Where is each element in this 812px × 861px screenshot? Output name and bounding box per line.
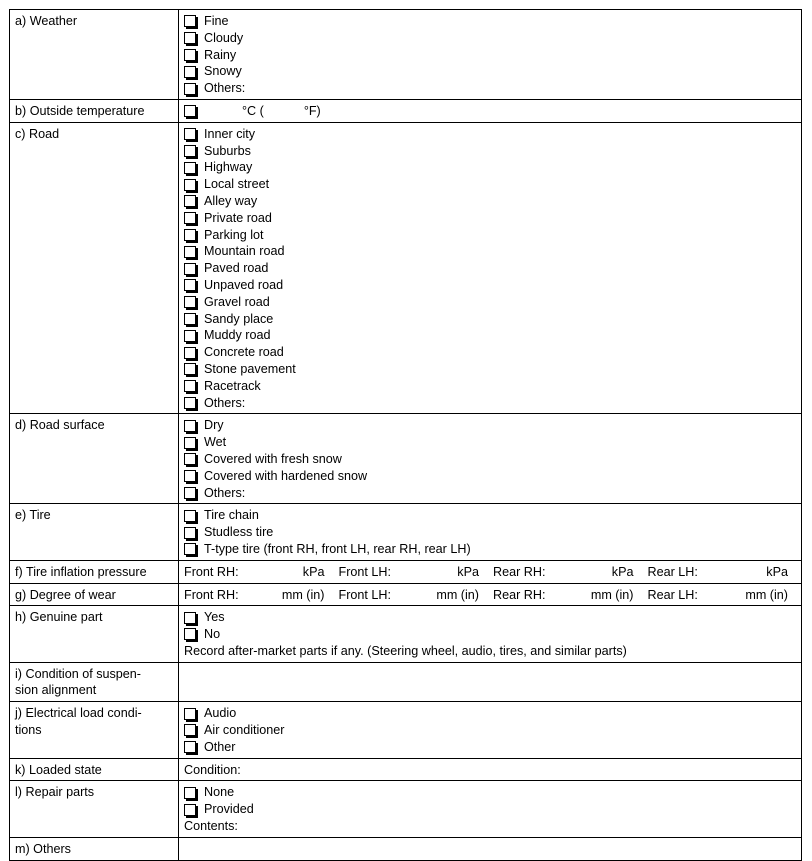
road-surface-label: d) Road surface: [10, 414, 179, 504]
option-label: Yes: [204, 610, 225, 625]
alignment-label: [10, 662, 179, 702]
unit-label: mm (in): [281, 587, 325, 602]
option-inner-city[interactable]: [184, 126, 796, 143]
checkbox-icon[interactable]: [184, 128, 196, 140]
row-inflation: [10, 560, 802, 583]
checkbox-icon[interactable]: [184, 543, 196, 555]
option-label: None: [204, 785, 235, 800]
option-label: Sandy place: [204, 311, 274, 326]
loaded-condition-field[interactable]: Condition:: [179, 758, 802, 781]
checkbox-icon[interactable]: [184, 787, 196, 799]
loaded-state-label: k) Loaded state: [10, 758, 179, 781]
row-loaded-state: [10, 758, 802, 781]
temperature-label: b) Outside temperature: [10, 99, 179, 122]
row-temperature: [10, 99, 802, 122]
inflation-label: f) Tire inflation pressure: [10, 560, 179, 583]
checkbox-icon[interactable]: [184, 741, 196, 753]
option-provided[interactable]: [184, 801, 796, 818]
position-label: Rear RH:: [493, 587, 546, 602]
others-field[interactable]: [179, 837, 802, 860]
unit-label: mm (in): [745, 587, 788, 602]
checkbox-icon[interactable]: [184, 66, 196, 78]
option-road-others[interactable]: [184, 395, 796, 412]
option-label: Provided: [204, 802, 254, 817]
option-studless-tire[interactable]: [184, 524, 796, 541]
repair-parts-label: l) Repair parts: [10, 781, 179, 837]
wear-rear-lh[interactable]: [648, 587, 797, 604]
checkbox-icon[interactable]: [184, 179, 196, 191]
checkbox-icon[interactable]: [184, 708, 196, 720]
row-wear: [10, 583, 802, 606]
celsius-unit: °C (: [242, 103, 264, 118]
option-hardened-snow[interactable]: [184, 468, 796, 485]
option-label: Snowy: [204, 64, 242, 79]
checkbox-icon[interactable]: [184, 195, 196, 207]
checkbox-icon[interactable]: [184, 510, 196, 522]
inflation-rear-rh[interactable]: [493, 564, 648, 581]
road-surface-options: [179, 414, 802, 504]
label-line: i) Condition of suspen-: [15, 666, 142, 681]
unit-label: kPa: [611, 564, 634, 579]
weather-label: a) Weather: [10, 10, 179, 100]
label-line: tions: [15, 723, 42, 738]
checkbox-icon[interactable]: [184, 347, 196, 359]
unit-label: kPa: [457, 564, 479, 579]
electrical-load-options: [179, 702, 802, 758]
option-rainy[interactable]: [184, 47, 796, 64]
option-muddy-road[interactable]: [184, 327, 796, 344]
inflation-front-rh[interactable]: [184, 564, 339, 581]
option-label: Private road: [204, 210, 272, 225]
checkbox-icon[interactable]: [184, 162, 196, 174]
option-none[interactable]: [184, 784, 796, 801]
row-tire: [10, 504, 802, 560]
road-label: c) Road: [10, 122, 179, 414]
wear-fields: [179, 583, 802, 606]
row-weather: [10, 10, 802, 100]
option-snowy[interactable]: [184, 63, 796, 80]
option-label: Parking lot: [204, 227, 264, 242]
checkbox-icon[interactable]: [184, 380, 196, 392]
checkbox-icon[interactable]: [184, 453, 196, 465]
option-concrete-road[interactable]: [184, 344, 796, 361]
position-label: Front RH:: [184, 564, 239, 579]
checkbox-icon[interactable]: [184, 612, 196, 624]
wear-front-rh[interactable]: [184, 587, 339, 604]
option-label: Rainy: [204, 47, 237, 62]
checkbox-icon[interactable]: [184, 363, 196, 375]
row-road-surface: [10, 414, 802, 504]
option-label: Wet: [204, 435, 227, 450]
checkbox-icon[interactable]: [184, 470, 196, 482]
option-label: Covered with fresh snow: [204, 451, 342, 466]
option-suburbs[interactable]: [184, 143, 796, 160]
checkbox-icon[interactable]: [184, 145, 196, 157]
condition-form-table: [9, 9, 802, 861]
position-label: Rear RH:: [493, 564, 546, 579]
label-line: sion alignment: [15, 683, 97, 698]
tire-options: [179, 504, 802, 560]
checkbox-icon[interactable]: [184, 279, 196, 291]
checkbox-icon[interactable]: [184, 397, 196, 409]
option-fresh-snow[interactable]: [184, 451, 796, 468]
option-audio[interactable]: [184, 705, 796, 722]
option-label: Unpaved road: [204, 277, 284, 292]
option-fine[interactable]: [184, 13, 796, 30]
temperature-field: [179, 99, 802, 122]
genuine-part-options: [179, 606, 802, 662]
option-label: Stone pavement: [204, 361, 296, 376]
checkbox-icon[interactable]: [184, 32, 196, 44]
option-mountain-road[interactable]: [184, 243, 796, 260]
option-label: Cloudy: [204, 30, 244, 45]
option-sandy-place[interactable]: [184, 311, 796, 328]
option-t-type-tire[interactable]: [184, 541, 796, 558]
checkbox-icon[interactable]: [184, 313, 196, 325]
checkbox-icon[interactable]: [184, 487, 196, 499]
option-wet[interactable]: [184, 434, 796, 451]
electrical-load-label: [10, 702, 179, 758]
row-genuine-part: [10, 606, 802, 662]
position-label: Front LH:: [338, 587, 391, 602]
unit-label: kPa: [766, 564, 788, 579]
fahrenheit-unit: °F): [303, 103, 321, 118]
checkbox-icon[interactable]: [184, 437, 196, 449]
checkbox-icon[interactable]: [184, 83, 196, 95]
wear-rear-rh[interactable]: [493, 587, 648, 604]
option-stone-pavement[interactable]: [184, 361, 796, 378]
option-racetrack[interactable]: [184, 378, 796, 395]
option-alley-way[interactable]: [184, 193, 796, 210]
option-private-road[interactable]: [184, 210, 796, 227]
option-cloudy[interactable]: [184, 30, 796, 47]
position-label: Front RH:: [184, 587, 239, 602]
option-parking-lot[interactable]: [184, 227, 796, 244]
repair-parts-options: [179, 781, 802, 837]
after-market-note: Record after-market parts if any. (Steering wheel, audio, tires, and similar parts): [184, 643, 627, 658]
row-repair-parts: [10, 781, 802, 837]
option-label: Fine: [204, 14, 229, 28]
inflation-rear-lh[interactable]: [648, 564, 797, 581]
road-options: [179, 122, 802, 414]
label-line: j) Electrical load condi-: [15, 706, 142, 721]
option-no[interactable]: [184, 626, 796, 643]
position-label: Front LH:: [338, 564, 391, 579]
option-label: Air conditioner: [204, 723, 285, 738]
row-road: [10, 122, 802, 414]
option-paved-road[interactable]: [184, 260, 796, 277]
option-label: Mountain road: [204, 244, 285, 259]
checkbox-icon[interactable]: [184, 296, 196, 308]
option-air-conditioner[interactable]: [184, 722, 796, 739]
checkbox-icon[interactable]: [184, 15, 196, 27]
option-local-street[interactable]: [184, 176, 796, 193]
option-highway[interactable]: [184, 159, 796, 176]
option-other[interactable]: [184, 739, 796, 756]
option-label: Suburbs: [204, 143, 251, 158]
option-label: Local street: [204, 177, 270, 192]
option-label: Others:: [204, 395, 246, 410]
position-label: Rear LH:: [647, 564, 698, 579]
checkbox-icon[interactable]: [184, 212, 196, 224]
option-label: Inner city: [204, 126, 256, 141]
checkbox-icon[interactable]: [184, 263, 196, 275]
option-yes[interactable]: [184, 609, 796, 626]
option-label: No: [204, 627, 221, 642]
option-weather-others[interactable]: [184, 80, 796, 97]
checkbox-icon[interactable]: [184, 527, 196, 539]
checkbox-icon[interactable]: [184, 330, 196, 342]
inflation-front-lh[interactable]: [339, 564, 494, 581]
checkbox-icon[interactable]: [184, 420, 196, 432]
checkbox-icon[interactable]: [184, 105, 196, 117]
option-label: Studless tire: [204, 525, 274, 540]
checkbox-icon[interactable]: [184, 229, 196, 241]
tire-label: e) Tire: [10, 504, 179, 560]
wear-label: g) Degree of wear: [10, 583, 179, 606]
row-electrical-load: [10, 702, 802, 758]
position-label: Rear LH:: [647, 587, 698, 602]
option-label: Dry: [204, 418, 224, 433]
option-gravel-road[interactable]: [184, 294, 796, 311]
genuine-part-label: h) Genuine part: [10, 606, 179, 662]
option-label: Gravel road: [204, 294, 270, 309]
option-tire-chain[interactable]: [184, 507, 796, 524]
option-unpaved-road[interactable]: [184, 277, 796, 294]
weather-options: [179, 10, 802, 100]
checkbox-icon[interactable]: [184, 724, 196, 736]
option-label: Paved road: [204, 261, 269, 276]
option-label: Others:: [204, 81, 246, 96]
option-label: Tire chain: [204, 508, 259, 523]
checkbox-icon[interactable]: [184, 246, 196, 258]
unit-label: mm (in): [436, 587, 479, 602]
checkbox-icon[interactable]: [184, 628, 196, 640]
option-label: Racetrack: [204, 378, 261, 393]
option-label: Concrete road: [204, 345, 284, 360]
option-label: Highway: [204, 160, 253, 175]
option-label: Muddy road: [204, 328, 271, 343]
option-surface-others[interactable]: [184, 485, 796, 502]
row-alignment: [10, 662, 802, 702]
contents-field[interactable]: Contents:: [184, 819, 238, 834]
option-label: Audio: [204, 706, 237, 721]
option-dry[interactable]: [184, 417, 796, 434]
option-label: Alley way: [204, 193, 258, 208]
row-others: [10, 837, 802, 860]
checkbox-icon[interactable]: [184, 804, 196, 816]
wear-front-lh[interactable]: [339, 587, 494, 604]
option-label: Others:: [204, 485, 246, 500]
checkbox-icon[interactable]: [184, 49, 196, 61]
unit-label: kPa: [302, 564, 325, 579]
option-label: T-type tire (front RH, front LH, rear RH, rear LH): [204, 541, 471, 556]
others-label: m) Others: [10, 837, 179, 860]
alignment-field[interactable]: [179, 662, 802, 702]
option-label: Other: [204, 739, 236, 754]
unit-label: mm (in): [590, 587, 634, 602]
inflation-fields: [179, 560, 802, 583]
option-label: Covered with hardened snow: [204, 468, 368, 483]
